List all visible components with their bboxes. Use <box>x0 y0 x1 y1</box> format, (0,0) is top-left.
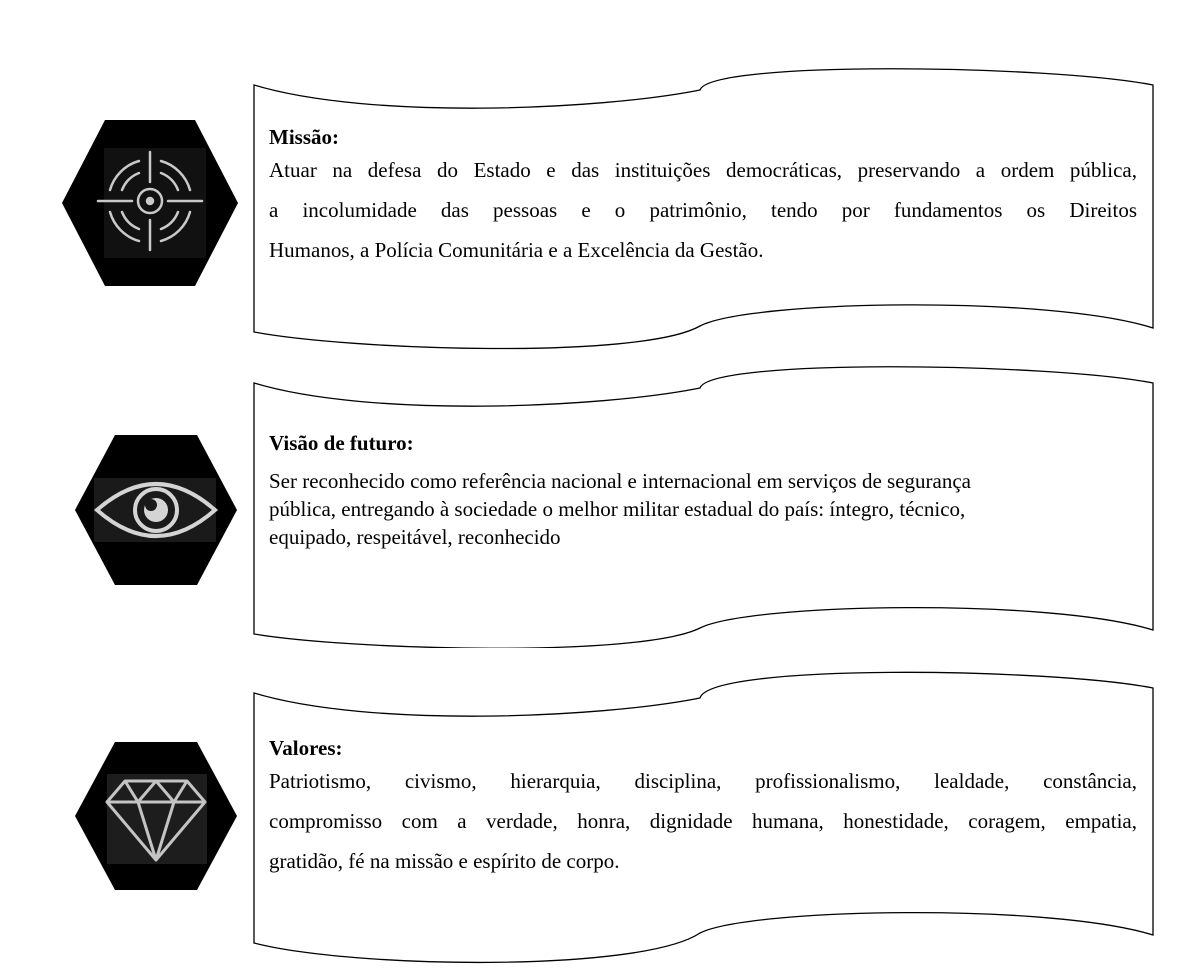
vision-heading: Visão de futuro: <box>269 431 414 455</box>
vision-line-2: pública, entregando à sociedade o melhor militar estadual do país: íntegro, técnico, <box>269 497 966 521</box>
target-hexagon <box>60 120 240 286</box>
values-block <box>0 663 1186 975</box>
mission-line-1: Atuar na defesa do Estado e das instituições democráticas, preservando a ordem pública, <box>269 158 1137 182</box>
vision-block <box>0 358 1186 648</box>
mission-block <box>0 60 1186 360</box>
diamond-hexagon <box>73 742 239 890</box>
vision-line-1: Ser reconhecido como referência nacional e internacional em serviços de segurança <box>269 469 971 493</box>
eye-hexagon <box>73 435 239 585</box>
target-icon <box>98 148 206 258</box>
eye-icon <box>94 478 216 542</box>
values-line-2: compromisso com a verdade, honra, dignidade humana, honestidade, coragem, empatia, <box>269 809 1137 833</box>
values-line-1: Patriotismo, civismo, hierarquia, disciplina, profissionalismo, lealdade, constância, <box>269 769 1137 793</box>
mission-line-2: a incolumidade das pessoas e o patrimônio, tendo por fundamentos os Direitos <box>269 198 1137 222</box>
values-heading: Valores: <box>269 736 343 760</box>
values-line-3: gratidão, fé na missão e espírito de corpo. <box>269 849 620 873</box>
vision-line-3: equipado, respeitável, reconhecido <box>269 525 561 549</box>
diamond-icon <box>107 774 207 864</box>
mission-line-3: Humanos, a Polícia Comunitária e a Excelência da Gestão. <box>269 238 764 262</box>
mission-heading: Missão: <box>269 125 339 149</box>
